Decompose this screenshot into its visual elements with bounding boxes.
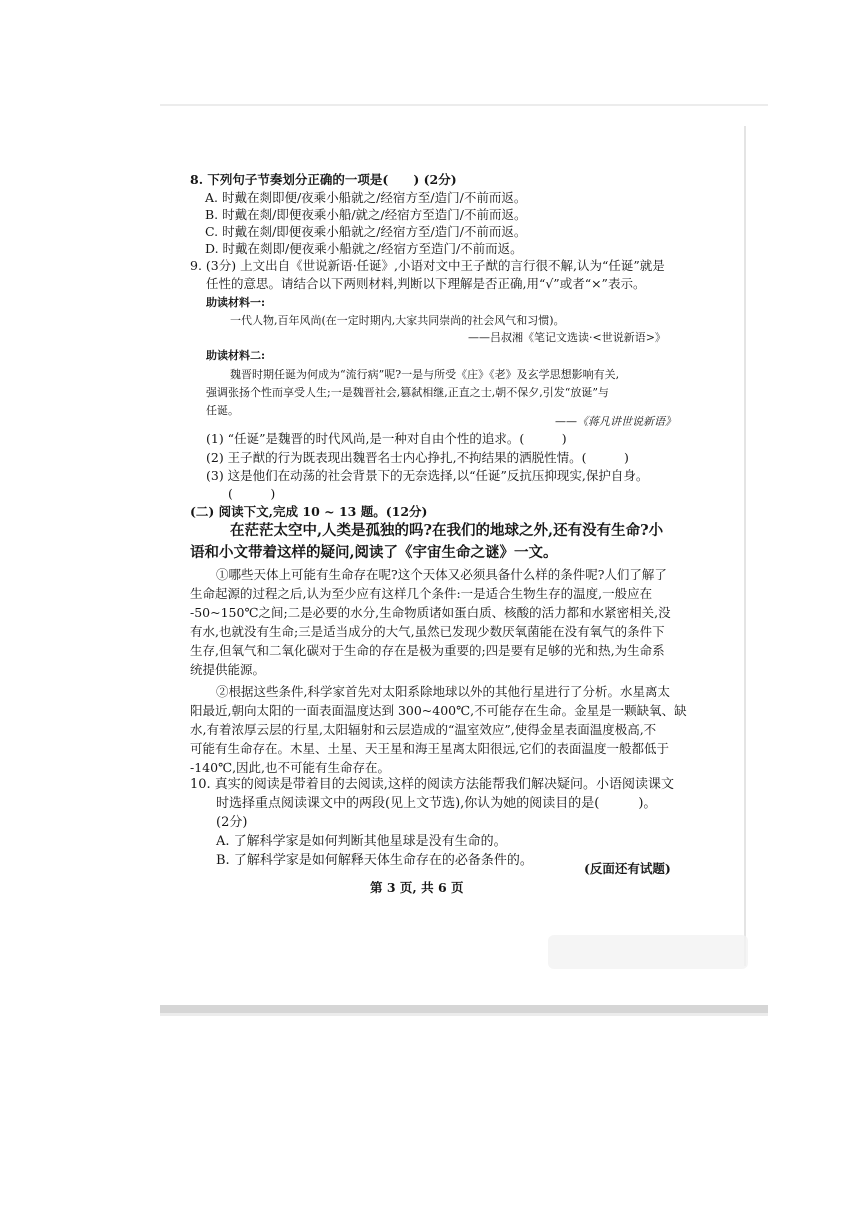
q9-stem-line2: 任性的意思。请结合以下两则材料,判断以下理解是否正确,用“√”或者“×”表示。 — [206, 276, 646, 291]
continued-note: (反面还有试题) — [584, 861, 671, 876]
passage-p2-line1: ②根据这些条件,科学家首先对太阳系除地球以外的其他行星进行了分析。水星离太 — [216, 684, 670, 699]
q9-material1-text: 一代人物,百年风尚(在一定时期内,大家共同崇尚的社会风气和习惯)。 — [230, 314, 565, 327]
passage-p2-line2: 阳最近,朝向太阳的一面表面温度达到 300~400℃,不可能存在生命。金星是一颗缺氧、缺 — [190, 703, 687, 718]
q9-item-3-blank: ( ) — [228, 486, 276, 501]
passage-p1-line6: 统提供能源。 — [190, 662, 266, 677]
section2-intro-line1: 在茫茫太空中,人类是孤独的吗?在我们的地球之外,还有没有生命?小 — [230, 522, 664, 539]
passage-p2-line4: 可能有生命存在。木星、土星、天王星和海王星离太阳很远,它们的表面温度一般都低于 — [190, 741, 669, 756]
passage-p1-line2: 生命起源的过程之后,认为至少应有这样几个条件:一是适合生物生存的温度,一般应在 — [190, 586, 653, 601]
passage-p1-line4: 有水,也就没有生命;三是适当成分的大气,虽然已发现少数厌氧菌能在没有氧气的条件下 — [190, 624, 665, 639]
sheet-bottom-edge — [160, 1005, 768, 1013]
q9-material1-title: 助读材料一: — [206, 296, 266, 309]
q8-option-d: D. 时戴在剡即/便夜乘小船就之/经宿方至造门/不前而返。 — [205, 241, 523, 256]
q9-material2-line3: 任诞。 — [206, 404, 239, 417]
passage-p2-line3: 水,有着浓厚云层的行星,太阳辐射和云层造成的“温室效应”,使得金星表面温度极高,不 — [190, 722, 657, 737]
q9-material2-line1: 魏晋时期任诞为何成为“流行病”呢?一是与所受《庄》《老》及玄学思想影响有关, — [230, 368, 620, 381]
q10-line1: 10. 真实的阅读是带着目的去阅读,这样的阅读方法能帮我们解决疑问。小语阅读课文 — [190, 777, 674, 792]
q9-item-3: (3) 这是他们在动荡的社会背景下的无奈选择,以“任诞”反抗压抑现实,保护自身。 — [206, 468, 649, 483]
q8-option-c: C. 时戴在剡/即便夜乘小船就之/经宿方至/造门/不前而返。 — [205, 224, 527, 239]
q9-material2-title: 助读材料二: — [206, 349, 266, 362]
scan-smudge — [548, 935, 748, 969]
section2-heading: (二) 阅读下文,完成 10 ~ 13 题。(12分) — [190, 504, 428, 519]
section2-intro-line2: 语和小文带着这样的疑问,阅读了《宇宙生命之谜》一文。 — [190, 544, 558, 561]
q8-option-b: B. 时戴在剡/即便夜乘小船/就之/经宿方至造门/不前而返。 — [205, 207, 527, 222]
sheet-bottom-shadow — [160, 1013, 768, 1016]
q9-item-2: (2) 王子猷的行为既表现出魏晋名士内心挣扎,不拘结果的洒脱性情。( ) — [206, 450, 629, 465]
q9-material2-line2: 强调张扬个性而享受人生;一是魏晋社会,篡弑相继,正直之士,朝不保夕,引发“放诞”与 — [206, 386, 609, 399]
sheet-right-edge — [744, 126, 746, 966]
q10-line2: 时选择重点阅读课文中的两段(见上文节选),你认为她的阅读目的是( )。 — [216, 796, 657, 811]
passage-p1-line1: ①哪些天体上可能有生命存在呢?这个天体又必须具备什么样的条件呢?人们了解了 — [216, 567, 667, 582]
passage-p1-line3: -50~150℃之间;二是必要的水分,生命物质诸如蛋白质、核酸的活力都和水紧密相关,没 — [190, 605, 671, 620]
q10-line3: (2分) — [216, 815, 248, 830]
passage-p1-line5: 生存,但氧气和二氧化碳对于生命的存在是极为重要的;四是要有足够的光和热,为生命系 — [190, 643, 665, 658]
passage-p2-line5: -140℃,因此,也不可能有生命存在。 — [190, 760, 391, 775]
q9-material1-source: ——吕叔湘《笔记文选读·<世说新语>》 — [468, 331, 666, 344]
q10-option-a: A. 了解科学家是如何判断其他星球是没有生命的。 — [216, 834, 507, 849]
sheet-top-edge — [160, 104, 768, 106]
q10-option-b: B. 了解科学家是如何解释天体生命存在的必备条件的。 — [216, 853, 533, 868]
q9-stem-line1: 9. (3分) 上文出自《世说新语·任诞》,小语对文中王子猷的言行很不解,认为“任诞”就是 — [190, 258, 665, 273]
q8-option-a: A. 时戴在剡即便/夜乘小船就之/经宿方至/造门/不前而返。 — [205, 190, 527, 205]
q9-item-1: (1) “任诞”是魏晋的时代风尚,是一种对自由个性的追求。( ) — [206, 431, 567, 446]
page-number: 第 3 页, 共 6 页 — [370, 880, 464, 895]
q8-stem: 8. 下列句子节奏划分正确的一项是( ) (2分) — [190, 172, 457, 187]
q9-material2-source: ——《蒋凡讲世说新语》 — [555, 415, 676, 428]
